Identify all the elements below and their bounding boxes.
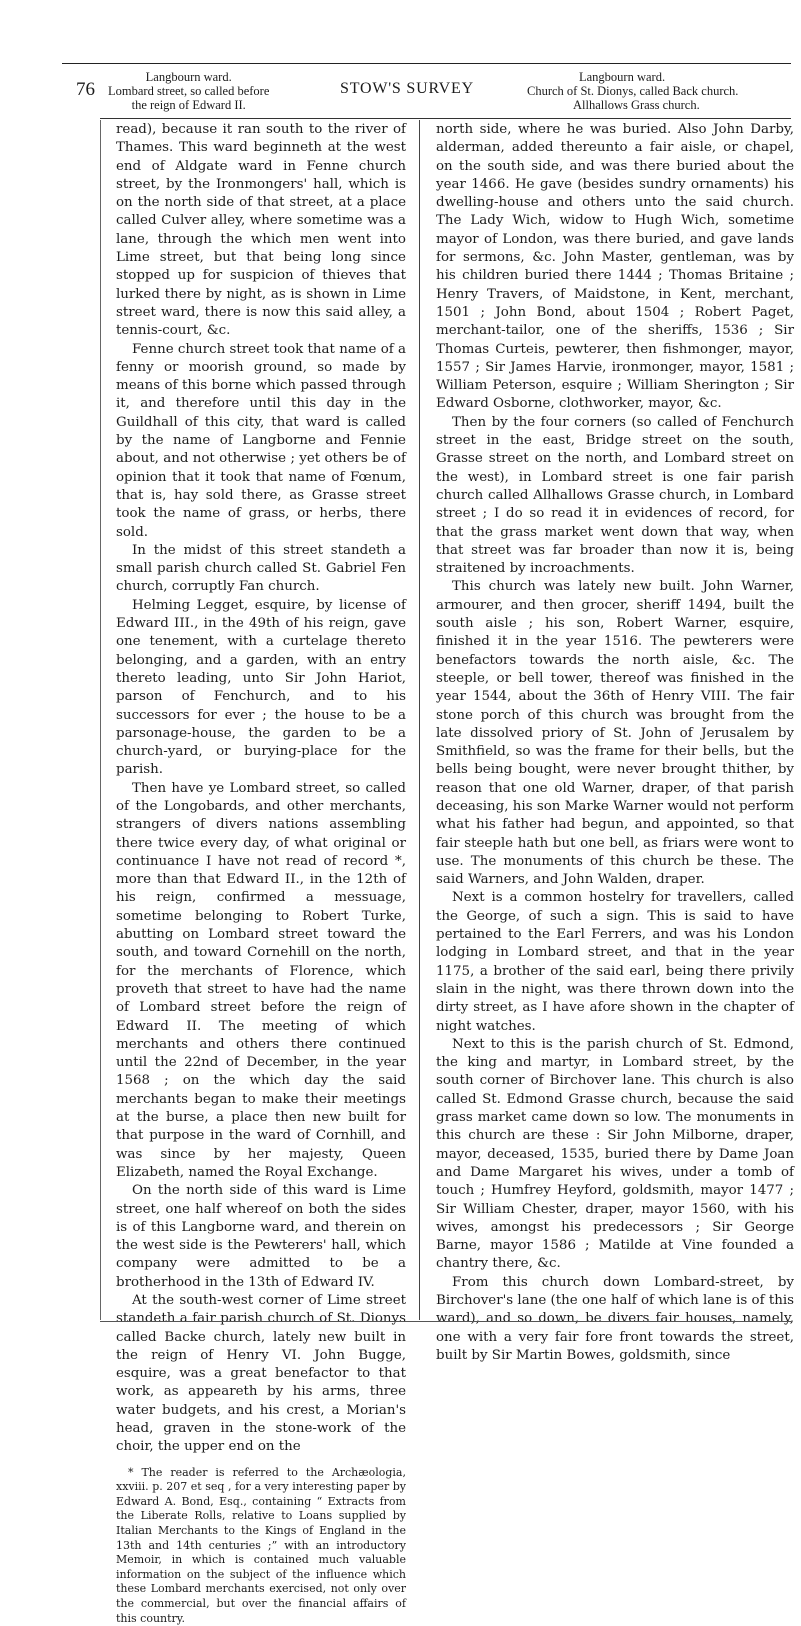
- right-note-line: Church of St. Dionys, called Back church.: [527, 84, 739, 98]
- header-rule: [100, 118, 791, 119]
- paragraph: Helming Legget, esquire, by license of Edward III., in the 49th of his reign, gave one tenement, with a curtelage thereto belonging, and a garden, with an entry thereto leading, unto Sir John Hariot, parson of Fenchurch, and to his successors for ever ; the house to be a parsonage-house, the garden to be a church-yard, or burying-place for the parish.: [116, 597, 406, 778]
- paragraph: Next is a common hostelry for travellers, called the George, of such a sign. This is said to have pertained to the Earl Ferrers, and was his London lodging in Lombard street, and that in the year 1175, a brother of the said earl, being there privily slain in the night, was there thrown down into the dirty street, as I have afore shown in the chapter of night watches.: [436, 890, 794, 1034]
- paragraph: Then by the four corners (so called of Fenchurch street in the east, Bridge street on the south, Grasse street on the north, and Lombard street on the west), in Lombard street is one fair parish church called Allhallows Grasse church, in Lombard street ; I do so read it in evidences of record, for that the grass market went down that way, when that street was far broader than now it is, being straitened by incroachments.: [436, 414, 794, 577]
- left-note-line: Langbourn ward.: [145, 70, 232, 84]
- paragraph: Fenne church street took that name of a fenny or moorish ground, so made by means of this borne which passed through it, and therefore until this day in the Guildhall of this city, that ward is called by the name of Langborne and Fennie about, and not otherwise ; yet others be of opinion that it took that name of Fœnum, that is, hay sold there, as Grasse street took the name of grass, or herbs, there sold.: [116, 341, 406, 540]
- left-column: [116, 121, 406, 1626]
- paragraph: read), because it ran south to the river of Thames. This ward beginneth at the west end of Aldgate ward in Fenne church street, by the Ironmongers' hall, which is on the north side of that street, at a place called Culver alley, where sometime was a lane, through the which men went into Lime street, but that being long since stopped up for suspicion of thieves that lurked there by night, as is shown in Lime street ward, there is now this said alley, a tennis-court, &c.: [116, 122, 406, 339]
- paragraph: On the north side of this ward is Lime street, one half whereof on both the sides is of this Langborne ward, and therein on the west side is the Pewterers' hall, which company were admitted to be a brotherhood in the 13th of Edward IV.: [116, 1183, 406, 1290]
- top-rule: [62, 63, 791, 64]
- right-note-line: Langbourn ward.: [579, 70, 666, 84]
- footnote-text: * The reader is referred to the Archæologia, xxviii. p. 207 et seq , for a very interesting paper by Edward A. Bond, Esq., containing “ Extracts from the Liberate Rolls, relative to Loans supplied by Italian Merchants to the Kings of England in the 13th and 14th centuries ;” with an introductory Memoir, in which is contained much valuable information on the subject of the influence which these Lombard merchants exercised, not only over the commercial, but over the financial affairs of this country.: [116, 1465, 406, 1625]
- right-column: [436, 121, 794, 1365]
- page-header: [0, 66, 801, 110]
- paragraph: north side, where he was buried. Also John Darby, alderman, added thereunto a fair aisle, or chapel, on the south side, and was there buried about the year 1466. He gave (besides sundry ornaments) his dwelling-house and others unto the said church. The Lady Wich, widow to Hugh Wich, sometime mayor of London, was there buried, and gave lands for sermons, &c. John Master, gentleman, was by his children buried there 1444 ; Thomas Britaine ; Henry Travers, of Maidstone, in Kent, merchant, 1501 ; John Bond, about 1504 ; Robert Paget, merchant-tailor, one of the sheriffs, 1536 ; Sir Thomas Curteis, pewterer, then fishmonger, mayor, 1557 ; Sir James Harvie, ironmonger, mayor, 1581 ; William Peterson, esquire ; William Sherington ; Sir Edward Osborne, clothworker, mayor, &c.: [436, 122, 794, 412]
- page-number: 76: [76, 79, 95, 100]
- paragraph: Then have ye Lombard street, so called of the Longobards, and other merchants, strangers of divers nations assembling there twice every day, of what original or continuance I have not read of record *, more than that Edward II., in the 12th of his reign, confirmed a messuage, sometime belonging to Robert Turke, abutting on Lombard street toward the south, and toward Cornehill on the north, for the merchants of Florence, which proveth that street to have had the name of Lombard street before the reign of Edward II. The meeting of which merchants and others there continued until the 22nd of December, in the year 1568 ; on the which day the said merchants began to make their meetings at the burse, a place then new built for that purpose in the ward of Cornhill, and was since by her majesty, Queen Elizabeth, named the Royal Exchange.: [116, 780, 406, 1180]
- paragraph: Next to this is the parish church of St. Edmond, the king and martyr, in Lombard street, by the south corner of Birchover lane. This church is also called St. Edmond Grasse church, because the said grass market came down so low. The monuments in this church are these : Sir John Milborne, draper, mayor, deceased, 1535, buried there by Dame Joan and Dame Margaret his wives, under a tomb of touch ; Humfrey Heyford, goldsmith, mayor 1477 ; Sir William Chester, draper, mayor 1560, with his wives, amongst his predecessors ; Sir George Barne, mayor 1586 ; Matilde at Vine founded a chantry there, &c.: [436, 1036, 794, 1272]
- right-note-line: Allhallows Grass church.: [573, 98, 700, 112]
- left-edge-rule: [100, 120, 101, 1320]
- right-margin-note: [527, 70, 738, 112]
- paragraph: From this church down Lombard-street, by Birchover's lane (the one half of which lane is of this ward), and so down, be divers fair houses, namely, one with a very fair fore front towards the street, built by Sir Martin Bowes, goldsmith, since: [436, 1274, 794, 1363]
- left-note-line: the reign of Edward II.: [131, 98, 246, 112]
- bottom-rule: [100, 1321, 791, 1322]
- footnote: [116, 1466, 406, 1626]
- paragraph: In the midst of this street standeth a small parish church called St. Gabriel Fen church, corruptly Fan church.: [116, 542, 406, 595]
- running-title: STOW'S SURVEY: [340, 80, 474, 97]
- paragraph: This church was lately new built. John Warner, armourer, and then grocer, sheriff 1494, built the south aisle ; his son, Robert Warner, esquire, finished it in the year 1516. The pewterers were benefactors towards the north aisle, &c. The steeple, or bell tower, thereof was finished in the year 1544, about the 36th of Henry VIII. The fair stone porch of this church was brought from the late dissolved priory of St. John of Jerusalem by Smithfield, so was the frame for their bells, but the bells being bought, were never brought thither, by reason that one old Warner, draper, of that parish deceasing, his son Marke Warner would not perform what his father had begun, and appointed, so that fair steeple hath but one bell, as friars were wont to use. The monuments of this church be these. The said Warners, and John Walden, draper.: [436, 579, 794, 888]
- paragraph: At the south-west corner of Lime street standeth a fair parish church of St. Dionys called Backe church, lately new built in the reign of Henry VI. John Bugge, esquire, was a great benefactor to that work, as appeareth by his arms, three water budgets, and his crest, a Morian's head, graven in the stone-work of the choir, the upper end on the: [116, 1293, 406, 1455]
- column-divider: [419, 120, 420, 1320]
- left-note-line: Lombard street, so called before: [108, 84, 270, 98]
- left-margin-note: [108, 70, 269, 112]
